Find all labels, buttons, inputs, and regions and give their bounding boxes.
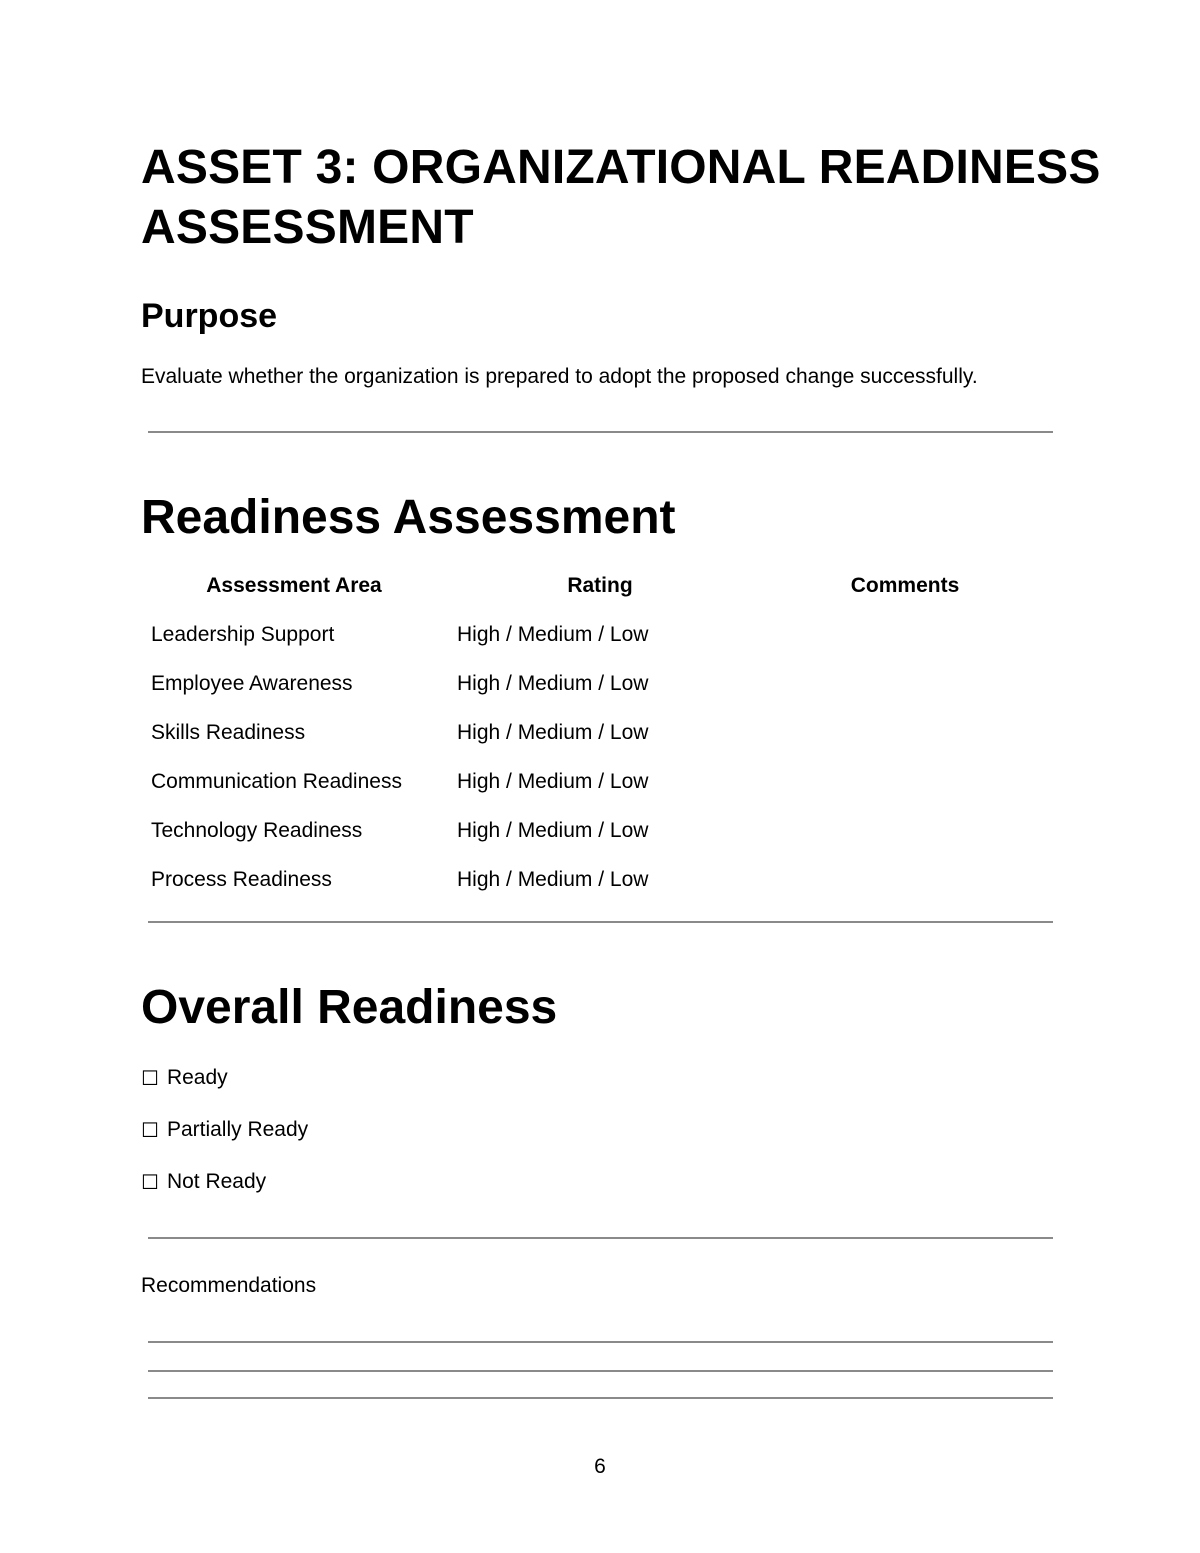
recommendations-label: Recommendations xyxy=(141,1274,317,1297)
rating-cell: High / Medium / Low xyxy=(457,721,649,744)
checkbox-icon[interactable]: ☐ xyxy=(141,1118,159,1142)
option-not-ready[interactable] xyxy=(141,1169,266,1195)
column-header-comments: Comments xyxy=(850,574,960,597)
assessment-area-cell: Employee Awareness xyxy=(151,672,353,695)
assessment-area-cell: Process Readiness xyxy=(151,868,332,891)
table-row xyxy=(0,622,1200,652)
readiness-assessment-heading: Readiness Assessment xyxy=(141,491,676,544)
assessment-area-cell: Skills Readiness xyxy=(151,721,306,744)
rating-cell: High / Medium / Low xyxy=(457,770,649,793)
option-label: Partially Ready xyxy=(166,1118,309,1141)
option-label: Ready xyxy=(166,1066,228,1089)
recommendations-line xyxy=(148,1341,1053,1343)
table-row xyxy=(0,720,1200,750)
checkbox-icon[interactable]: ☐ xyxy=(141,1170,159,1194)
purpose-heading: Purpose xyxy=(141,297,278,335)
rating-cell: High / Medium / Low xyxy=(457,819,649,842)
option-partially-ready[interactable] xyxy=(141,1117,308,1143)
page-number: 6 xyxy=(594,1455,606,1478)
rating-cell: High / Medium / Low xyxy=(457,868,649,891)
rating-cell: High / Medium / Low xyxy=(457,672,649,695)
divider xyxy=(148,431,1053,433)
checkbox-icon[interactable]: ☐ xyxy=(141,1066,159,1090)
recommendations-line xyxy=(148,1397,1053,1399)
table-row xyxy=(0,818,1200,848)
column-header-rating: Rating xyxy=(567,574,633,597)
assessment-area-cell: Technology Readiness xyxy=(151,819,363,842)
assessment-area-cell: Communication Readiness xyxy=(151,770,402,793)
page-title: ASSET 3: ORGANIZATIONAL READINESS ASSESSMENT xyxy=(141,141,1101,254)
table-row xyxy=(0,769,1200,799)
assessment-area-cell: Leadership Support xyxy=(151,623,335,646)
recommendations-line xyxy=(148,1370,1053,1372)
rating-cell: High / Medium / Low xyxy=(457,623,649,646)
option-ready[interactable] xyxy=(141,1065,228,1091)
divider xyxy=(148,921,1053,923)
purpose-text: Evaluate whether the organization is prepared to adopt the proposed change successfully. xyxy=(141,365,978,388)
column-header-assessment-area: Assessment Area xyxy=(206,574,382,597)
table-row xyxy=(0,867,1200,897)
overall-readiness-heading: Overall Readiness xyxy=(141,981,558,1034)
divider xyxy=(148,1237,1053,1239)
option-label: Not Ready xyxy=(166,1170,267,1193)
table-row xyxy=(0,671,1200,701)
